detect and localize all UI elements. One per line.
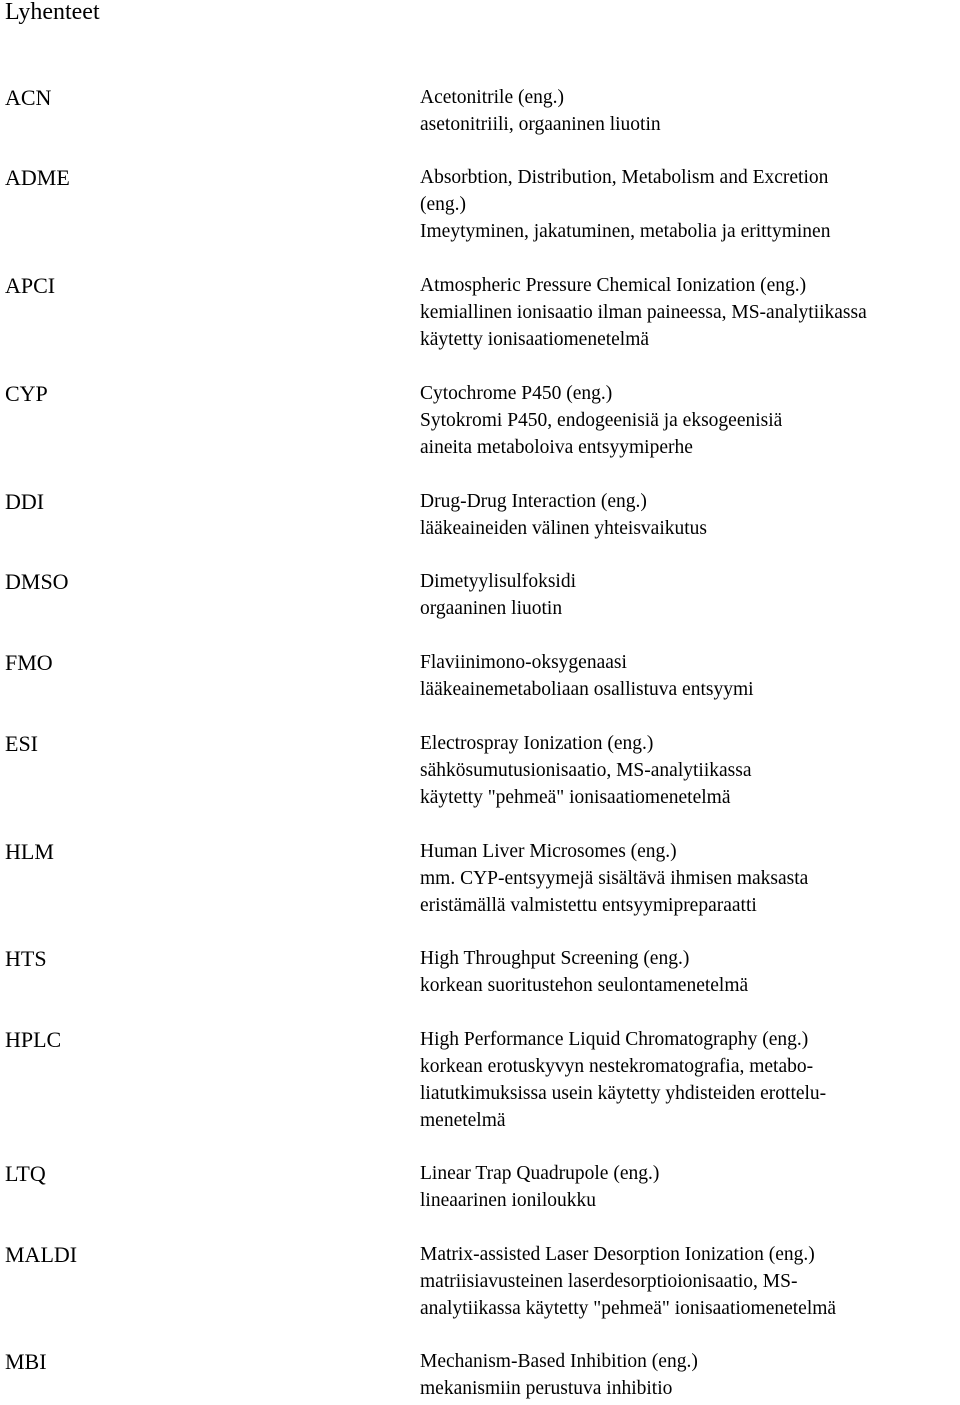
abbreviation-term: APCI	[5, 273, 56, 298]
abbreviation-term: MBI	[5, 1349, 47, 1374]
definition-line: Sytokromi P450, endogeenisiä ja eksogeenisiä	[420, 410, 783, 431]
abbreviation-term: CYP	[5, 381, 48, 406]
abbreviation-definition	[420, 1160, 960, 1214]
definition-line: analytiikassa käytetty "pehmeä" ionisaatiomenetelmä	[420, 1298, 837, 1319]
definition-line: Cytochrome P450 (eng.)	[420, 383, 613, 404]
abbreviation-term: FMO	[5, 650, 53, 675]
abbreviation-term: HLM	[5, 839, 54, 864]
abbreviation-term: MALDI	[5, 1242, 78, 1267]
abbreviation-term: HTS	[5, 946, 47, 971]
definition-line: lineaarinen ioniloukku	[420, 1190, 596, 1211]
abbreviation-definition	[420, 84, 960, 138]
abbreviation-definition	[420, 1241, 960, 1322]
definition-line: kemiallinen ionisaatio ilman paineessa, MS-analytiikassa	[420, 302, 867, 323]
definition-line: Electrospray Ionization (eng.)	[420, 733, 654, 754]
definition-line: Flaviinimono-oksygenaasi	[420, 652, 627, 673]
definition-line: (eng.)	[420, 194, 467, 215]
page-title: Lyhenteet	[5, 0, 100, 25]
definition-line: Dimetyylisulfoksidi	[420, 571, 576, 592]
abbreviation-definition	[420, 838, 960, 919]
abbreviation-definition	[420, 568, 960, 622]
definition-line: lääkeainemetaboliaan osallistuva entsyymi	[420, 679, 754, 700]
abbreviation-definition	[420, 1026, 960, 1134]
definition-line: Imeytyminen, jakatuminen, metabolia ja erittyminen	[420, 221, 831, 242]
definition-line: sähkösumutusionisaatio, MS-analytiikassa	[420, 760, 752, 781]
definition-line: lääkeaineiden välinen yhteisvaikutus	[420, 518, 707, 539]
definition-line: asetonitriili, orgaaninen liuotin	[420, 114, 661, 135]
abbreviation-definition	[420, 488, 960, 542]
abbreviation-definition	[420, 272, 960, 353]
definition-line: Matrix-assisted Laser Desorption Ionization (eng.)	[420, 1244, 815, 1265]
definition-line: mm. CYP-entsyymejä sisältävä ihmisen maksasta	[420, 868, 809, 889]
abbreviation-definition	[420, 649, 960, 703]
abbreviation-definition	[420, 164, 960, 245]
definition-line: Human Liver Microsomes (eng.)	[420, 841, 677, 862]
abbreviation-term: ADME	[5, 165, 70, 190]
abbreviation-term: HPLC	[5, 1027, 62, 1052]
definition-line: orgaaninen liuotin	[420, 598, 563, 619]
abbreviation-definition	[420, 945, 960, 999]
definition-line: High Performance Liquid Chromatography (eng.)	[420, 1029, 809, 1050]
abbreviation-term: LTQ	[5, 1161, 46, 1186]
abbreviation-term: DMSO	[5, 569, 69, 594]
definition-line: käytetty ionisaatiomenetelmä	[420, 329, 650, 350]
abbreviation-term: ACN	[5, 85, 52, 110]
abbreviation-term: ESI	[5, 731, 38, 756]
abbreviation-definition	[420, 1348, 960, 1402]
definition-line: Linear Trap Quadrupole (eng.)	[420, 1163, 660, 1184]
definition-line: korkean suoritustehon seulontamenetelmä	[420, 975, 749, 996]
abbreviation-term: DDI	[5, 489, 45, 514]
definition-line: High Throughput Screening (eng.)	[420, 948, 690, 969]
definition-line: matriisiavusteinen laserdesorptioionisaatio, MS-	[420, 1271, 798, 1292]
definition-line: käytetty "pehmeä" ionisaatiomenetelmä	[420, 787, 731, 808]
abbreviation-definition	[420, 730, 960, 811]
definition-line: mekanismiin perustuva inhibitio	[420, 1378, 673, 1399]
definition-line: Drug-Drug Interaction (eng.)	[420, 491, 647, 512]
definition-line: menetelmä	[420, 1110, 506, 1131]
definition-line: liatutkimuksissa usein käytetty yhdisteiden erottelu-	[420, 1083, 827, 1104]
abbreviation-definition	[420, 380, 960, 461]
definition-line: eristämällä valmistettu entsyymipreparaatti	[420, 895, 757, 916]
definition-line: Mechanism-Based Inhibition (eng.)	[420, 1351, 698, 1372]
definition-line: aineita metaboloiva entsyymiperhe	[420, 437, 693, 458]
definition-line: Absorbtion, Distribution, Metabolism and Excretion	[420, 167, 829, 188]
definition-line: Atmospheric Pressure Chemical Ionization (eng.)	[420, 275, 807, 296]
definition-line: Acetonitrile (eng.)	[420, 87, 565, 108]
definition-line: korkean erotuskyvyn nestekromatografia, metabo-	[420, 1056, 814, 1077]
